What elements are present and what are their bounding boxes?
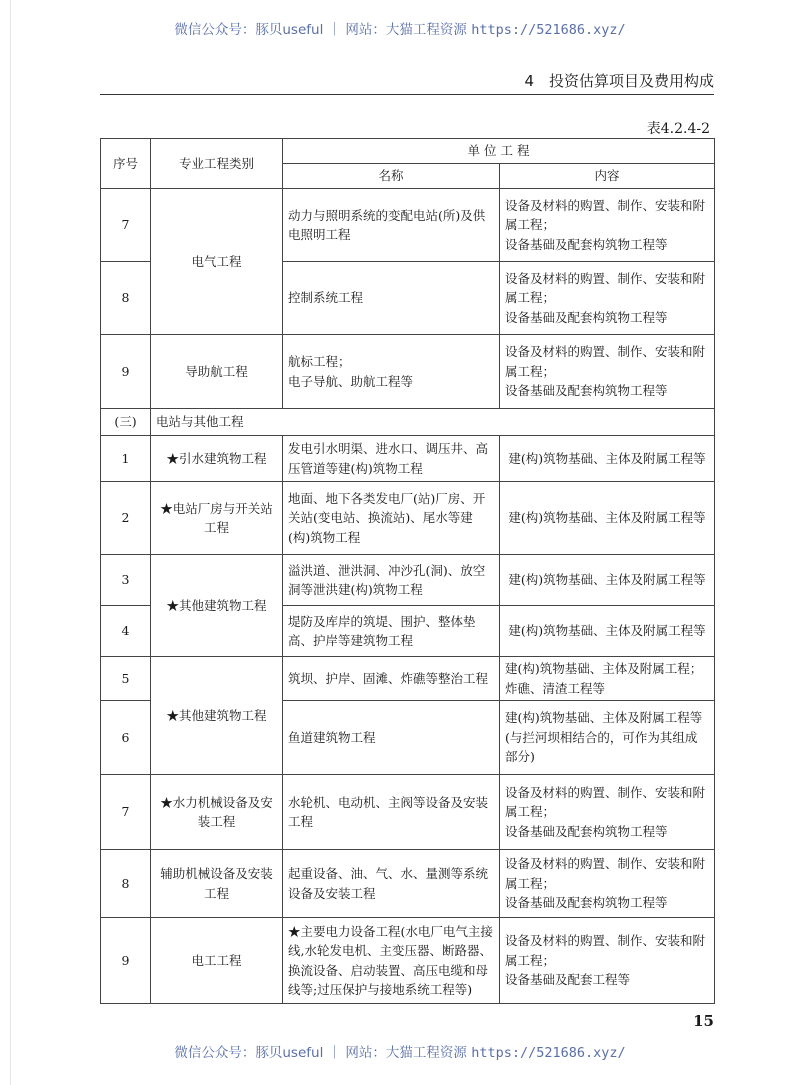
row-category: 电气工程 (151, 189, 283, 335)
row-content (500, 918, 715, 1004)
row-seq: 9 (101, 918, 151, 1004)
table-row (101, 657, 715, 701)
content-line: 设备基础及配套构筑物工程等 (505, 236, 668, 252)
row-seq: 9 (101, 335, 151, 409)
row-seq: 7 (101, 189, 151, 262)
engineering-table (100, 138, 715, 1004)
row-category: 导助航工程 (151, 335, 283, 409)
header-category: 专业工程类别 (151, 139, 283, 189)
table-row (101, 335, 715, 409)
content-line: 设备基础及配套构筑物工程等 (505, 383, 668, 399)
row-category: 辅助机械设备及安装工程 (151, 850, 283, 918)
table-row (101, 775, 715, 850)
content-line: 设备基础及配套构筑物工程等 (505, 823, 668, 839)
section-label-row (101, 409, 715, 436)
content-line: 设备基础及配套构筑物工程等 (505, 895, 668, 911)
table-row (101, 555, 715, 606)
row-content: 建(构)筑物基础、主体及附属工程； 炸礁、清渣工程等 (500, 657, 715, 701)
row-seq: 8 (101, 850, 151, 918)
row-content (500, 189, 715, 262)
row-seq: 7 (101, 775, 151, 850)
row-category: ★其他建筑物工程 (151, 657, 283, 775)
header-seq: 序号 (101, 139, 151, 189)
row-name: 筑坝、护岸、固滩、炸礁等整治工程 (283, 657, 500, 701)
row-name: 航标工程； 电子导航、助航工程等 (283, 335, 500, 409)
row-name: ★主要电力设备工程(水电厂电气主接线,水轮发电机、主变压器、断路器、换流设备、启动装置、高压电缆和母线等;过压保护与接地系统工程等) (283, 918, 500, 1004)
row-seq: 3 (101, 555, 151, 606)
content-line: 设备及材料的购置、制作、安装和附属工程； (505, 344, 706, 379)
header-content: 内容 (500, 164, 715, 189)
watermark-url[interactable]: https://521686.xyz/ (471, 22, 626, 38)
watermark-text: 微信公众号：豚贝useful ｜ 网站：大猫工程资源 (174, 22, 467, 38)
section-title: 电站与其他工程 (151, 409, 715, 436)
row-seq: 4 (101, 606, 151, 657)
table-row (101, 189, 715, 262)
row-content (500, 775, 715, 850)
scan-edge-mark (10, 0, 11, 1085)
row-name: 堤防及库岸的筑堤、围护、整体垫高、护岸等建筑物工程 (283, 606, 500, 657)
row-category: 电工工程 (151, 918, 283, 1004)
row-category: ★其他建筑物工程 (151, 555, 283, 657)
row-seq: 5 (101, 657, 151, 701)
content-line: 设备基础及配套构筑物工程等 (505, 309, 668, 325)
row-seq: 8 (101, 262, 151, 335)
row-category: ★引水建筑物工程 (151, 436, 283, 482)
row-name: 水轮机、电动机、主阀等设备及安装工程 (283, 775, 500, 850)
watermark-url[interactable]: https://521686.xyz/ (471, 1045, 626, 1061)
page-number: 15 (693, 1012, 714, 1030)
watermark-top (0, 18, 800, 38)
content-line: 设备及材料的购置、制作、安装和附属工程； (505, 933, 706, 968)
content-line: 设备基础及配套工程等 (505, 972, 631, 988)
row-seq: 6 (101, 701, 151, 775)
row-content (500, 262, 715, 335)
row-category: ★电站厂房与开关站工程 (151, 482, 283, 555)
row-name: 动力与照明系统的变配电站(所)及供电照明工程 (283, 189, 500, 262)
content-line: 设备及材料的购置、制作、安装和附属工程； (505, 197, 706, 233)
row-content: 建(构)筑物基础、主体及附属工程等 (500, 482, 715, 555)
row-content (500, 335, 715, 409)
content-line: 设备及材料的购置、制作、安装和附属工程； (505, 856, 706, 891)
row-content: 建(构)筑物基础、主体及附属工程等 (500, 606, 715, 657)
watermark-text: 微信公众号：豚贝useful ｜ 网站：大猫工程资源 (174, 1045, 467, 1061)
content-line: 设备及材料的购置、制作、安装和附属工程； (505, 784, 706, 820)
row-name: 溢洪道、泄洪洞、冲沙孔(洞)、放空洞等泄洪建(构)筑物工程 (283, 555, 500, 606)
row-name: 起重设备、油、气、水、量测等系统设备及安装工程 (283, 850, 500, 918)
row-seq: 2 (101, 482, 151, 555)
table-row (101, 918, 715, 1004)
header-unit-project: 单 位 工 程 (283, 139, 715, 164)
table-row (101, 482, 715, 555)
row-seq: 1 (101, 436, 151, 482)
row-name: 控制系统工程 (283, 262, 500, 335)
row-name: 地面、地下各类发电厂(站)厂房、开关站(变电站、换流站)、尾水等建(构)筑物工程 (283, 482, 500, 555)
running-head: 4 投资估算项目及费用构成 (524, 72, 714, 90)
row-content (500, 850, 715, 918)
content-line: 设备及材料的购置、制作、安装和附属工程； (505, 270, 706, 306)
row-name: 鱼道建筑物工程 (283, 701, 500, 775)
section-seq: (三) (101, 409, 151, 436)
table-number: 表4.2.4-2 (646, 121, 710, 137)
header-rule (100, 94, 714, 95)
header-name: 名称 (283, 164, 500, 189)
row-category: ★水力机械设备及安装工程 (151, 775, 283, 850)
watermark-bottom (0, 1041, 800, 1061)
table-row (101, 850, 715, 918)
row-content: 建(构)筑物基础、主体及附属工程等(与拦河坝相结合的，可作为其组成部分) (500, 701, 715, 775)
row-content: 建(构)筑物基础、主体及附属工程等 (500, 436, 715, 482)
table-row (101, 436, 715, 482)
row-content: 建(构)筑物基础、主体及附属工程等 (500, 555, 715, 606)
row-name: 发电引水明渠、进水口、调压井、高压管道等建(构)筑物工程 (283, 436, 500, 482)
